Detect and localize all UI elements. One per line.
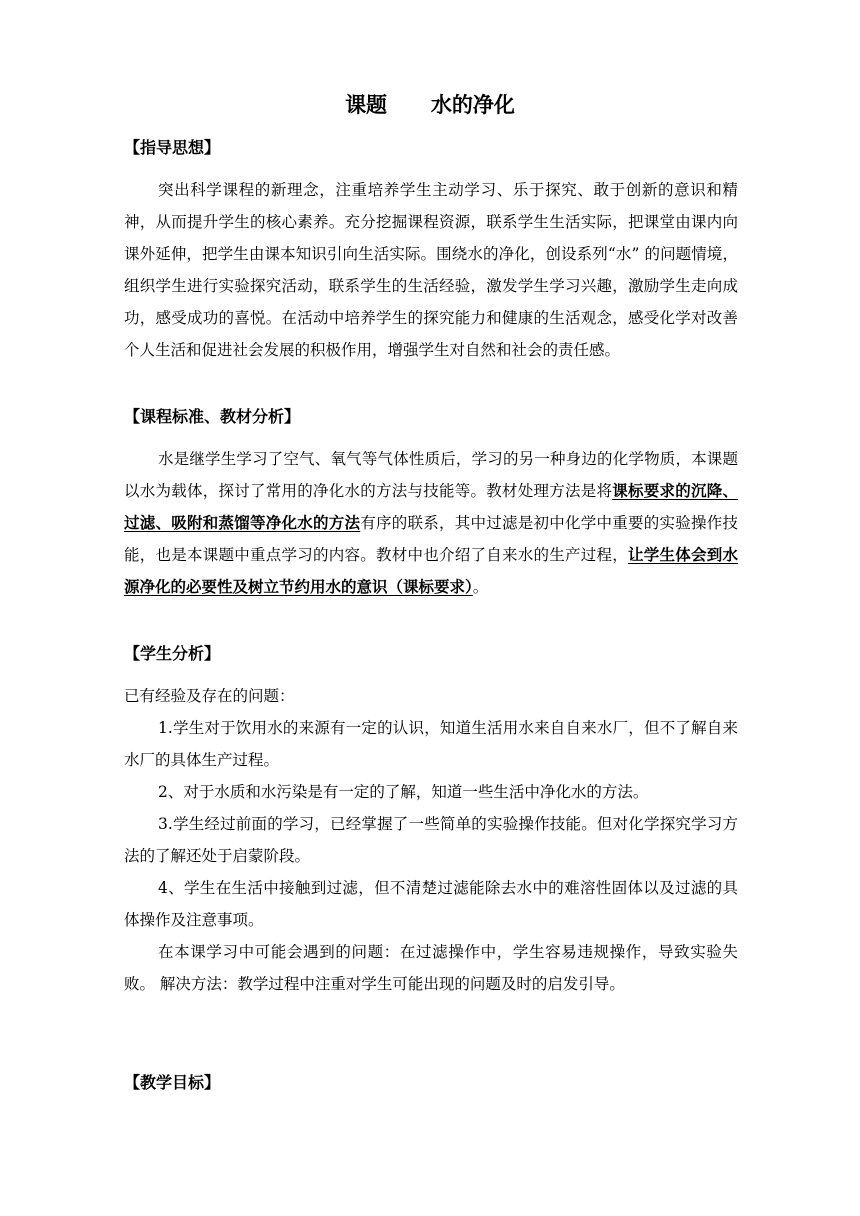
students-item-2: 2、对于水质和水污染是有一定的了解，知道一些生活中净化水的方法。	[158, 783, 649, 801]
section-heading-standards: 【课程标准、教材分析】	[124, 407, 301, 426]
section-heading-students: 【学生分析】	[124, 644, 221, 663]
paragraph-standards	[124, 443, 738, 603]
students-item-3: 3.学生经过前面的学习，已经掌握了一些简单的实验操作技能。但对化学探究学习方法的了解还处于启蒙阶段。	[124, 815, 738, 865]
standards-underline-methods: 课标要求的沉降、过滤、吸附和蒸馏等净化水的方法	[124, 482, 738, 532]
students-item-4: 4、学生在生活中接触到过滤，但不清楚过滤能除去水中的难溶性固体以及过滤的具体操作及注意事项。	[124, 879, 738, 929]
students-intro: 已有经验及存在的问题：	[124, 687, 295, 705]
standards-text-part1: 水是继学生学习了空气、氧气等气体性质后，学习的另一种身边的化学物质，本课题以水为载体，探讨了常用的净化水的方法与技能等。教材处理方法是将	[124, 450, 738, 500]
section-heading-guiding: 【指导思想】	[124, 138, 221, 157]
standards-text-part3: 。	[472, 578, 489, 596]
section-heading-objectives: 【教学目标】	[124, 1073, 221, 1092]
document-title: 课题 水的净化	[345, 93, 515, 117]
standards-text-part2: 有序的联系，其中过滤是初中化学中重要的实验操作技能，也是本课题中重点学习的内容。教材中也介绍了自来水的生产过程，	[124, 514, 738, 564]
students-item-1: 1.学生对于饮用水的来源有一定的认识，知道生活用水来自自来水厂，但不了解自来水厂的具体生产过程。	[124, 719, 738, 769]
paragraph-guiding: 突出科学课程的新理念，注重培养学生主动学习、乐于探究、敢于创新的意识和精神，从而提升学生的核心素养。充分挖掘课程资源，联系学生生活实际，把课堂由课内向课外延伸，把学生由课本知识引向生活实际。围绕水的净化，创设系列“水” 的问题情境，组织学生进行实验探究活动，联系学生的生活经验，激发学生学习兴趣，激励学生走向成功，感受成功的喜悦。在活动中培养学生的探究能力和健康的生活观念，感受化学对改善个人生活和促进社会发展的积极作用，增强学生对自然和社会的责任感。	[124, 181, 738, 359]
students-item-5: 在本课学习中可能会遇到的问题：在过滤操作中，学生容易违规操作，导致实验失败。 解决方法：教学过程中注重对学生可能出现的问题及时的启发引导。	[124, 943, 738, 993]
standards-underline-awareness: 让学生体会到水源净化的必要性及树立节约用水的意识（课标要求）	[124, 546, 738, 596]
